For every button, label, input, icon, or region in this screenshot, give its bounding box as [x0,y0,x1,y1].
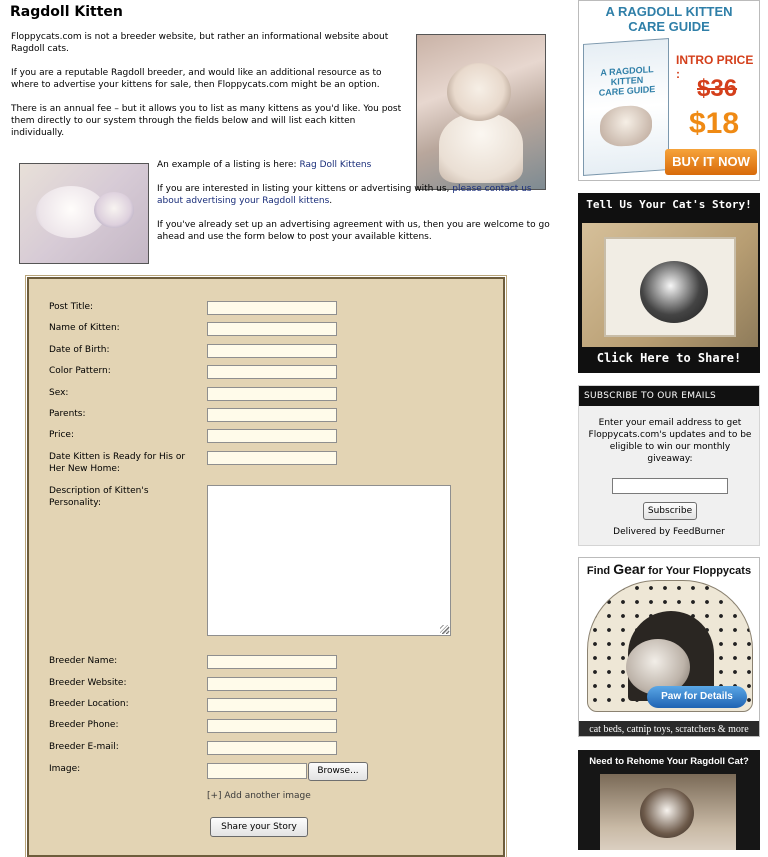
subscribe-button[interactable]: Subscribe [643,502,697,520]
example-paragraph [157,159,552,171]
date-of-birth-label: Date of Birth: [49,345,110,355]
breeder-name-label: Breeder Name: [49,656,118,666]
rehome-cat-ad[interactable] [578,750,760,850]
kitten-name-label: Name of Kitten: [49,323,120,333]
share-story-ad[interactable] [578,193,760,373]
intro-paragraph: Floppycats.com is not a breeder website, but rather an informational website about Ragdoll cats. [11,32,389,54]
breeder-name-input[interactable] [207,655,337,669]
book-title-line1: A RAGDOLL KITTEN [600,64,654,88]
new-price: $18 [689,107,740,140]
image-file-input[interactable] [207,763,307,779]
gear-title-big: Gear [613,561,646,577]
book-title-line2: CARE GUIDE [598,83,656,98]
resize-grip-icon[interactable] [440,625,449,634]
box-shape [604,237,736,337]
book-cat-shape [600,104,652,148]
sex-label: Sex: [49,388,69,398]
find-gear-ad-title [579,561,759,577]
care-guide-book-title [588,63,666,98]
description-textarea[interactable] [207,485,451,636]
intro-paragraph: If you are a reputable Ragdoll breeder, and would like an additional resource as to where to advertise your kittens for sale, then Floppycats.com might be an option. [11,68,382,90]
contact-advertising-link[interactable]: please contact us about advertising your Ragdoll kittens [157,184,532,206]
parents-input[interactable] [207,408,337,422]
description-label: Description of Kitten's Personality: [49,486,149,508]
rehome-ad-title: Need to Rehome Your Ragdoll Cat? [589,756,749,767]
share-story-ad-heading: Tell Us Your Cat's Story! [586,198,752,211]
care-guide-title-line1: A RAGDOLL KITTEN [605,4,733,19]
sidebar [578,0,760,842]
find-gear-ad[interactable] [578,557,760,737]
care-guide-book-image [583,38,669,176]
kitten-name-input[interactable] [207,322,337,336]
kitten-face-shape [447,63,511,121]
subscribe-email-input[interactable] [612,478,728,494]
page-title: Ragdoll Kitten [10,4,123,20]
breeder-email-input[interactable] [207,741,337,755]
breeder-website-input[interactable] [207,677,337,691]
post-title-input[interactable] [207,301,337,315]
subscribe-description: Enter your email address to get Floppycats.com's updates and to be eligible to win our monthly giveaway: [588,418,752,464]
sex-input[interactable] [207,387,337,401]
breeder-location-input[interactable] [207,698,337,712]
subscribe-widget [578,385,760,546]
price-label: Price: [49,430,74,440]
gear-title-suffix: for Your Floppycats [645,565,752,577]
contact-paragraph [157,183,552,207]
breeder-email-label: Breeder E-mail: [49,742,119,752]
gear-ad-footer: cat beds, catnip toys, scratchers & more [579,721,759,737]
buy-it-now-button[interactable]: BUY IT NOW [665,149,757,175]
cat-face-shape [640,261,708,323]
rehome-cat-photo [600,774,736,850]
kitten-face-shape [94,192,134,228]
share-your-story-button[interactable]: Share your Story [210,817,308,837]
paw-for-details-button[interactable]: Paw for Details [647,686,747,708]
ragdoll-kitten-lying-photo [19,163,149,264]
intro-price-label: INTRO PRICE : [676,53,754,81]
kitten-listing-form [27,277,505,857]
old-price: $36 [697,75,738,102]
delivered-by-feedburner: Delivered by FeedBurner [613,527,725,537]
agreement-paragraph: If you've already set up an advertising agreement with us, then you are welcome to go ahead and use the form below to post your available kittens. [157,220,550,242]
example-prefix: An example of a listing is here: [157,160,300,170]
breeder-phone-input[interactable] [207,719,337,733]
care-guide-ad-title [579,4,759,34]
add-another-image-link[interactable]: [+] Add another image [207,791,311,801]
browse-button[interactable]: Browse... [308,762,368,781]
parents-label: Parents: [49,409,86,419]
contact-suffix: . [329,196,333,206]
price-input[interactable] [207,429,337,443]
date-of-birth-input[interactable] [207,344,337,358]
rag-doll-kittens-link[interactable]: Rag Doll Kittens [299,160,372,170]
care-guide-ad[interactable] [578,0,760,181]
listing-example-text [157,159,552,255]
gear-title-prefix: Find [586,565,614,577]
click-here-to-share-label: Click Here to Share! [596,351,742,365]
cat-face-shape [640,788,694,838]
intro-text [11,31,407,151]
subscribe-heading: SUBSCRIBE TO OUR EMAILS [579,386,759,406]
color-pattern-label: Color Pattern: [49,366,111,376]
image-label: Image: [49,764,81,774]
ready-date-label: Date Kitten is Ready for His or Her New Home: [49,452,186,474]
care-guide-title-line2: CARE GUIDE [628,19,710,34]
color-pattern-input[interactable] [207,365,337,379]
post-title-label: Post Title: [49,302,94,312]
contact-prefix: If you are interested in listing your kittens or advertising with us, [157,184,453,194]
breeder-phone-label: Breeder Phone: [49,720,119,730]
intro-paragraph: There is an annual fee – but it allows you to list as many kittens as you'd like. You post them directly to our system through the fields below and will list each kitten individually. [11,104,402,138]
ready-date-input[interactable] [207,451,337,465]
cat-in-box-photo [582,223,758,347]
breeder-location-label: Breeder Location: [49,699,129,709]
breeder-website-label: Breeder Website: [49,678,127,688]
